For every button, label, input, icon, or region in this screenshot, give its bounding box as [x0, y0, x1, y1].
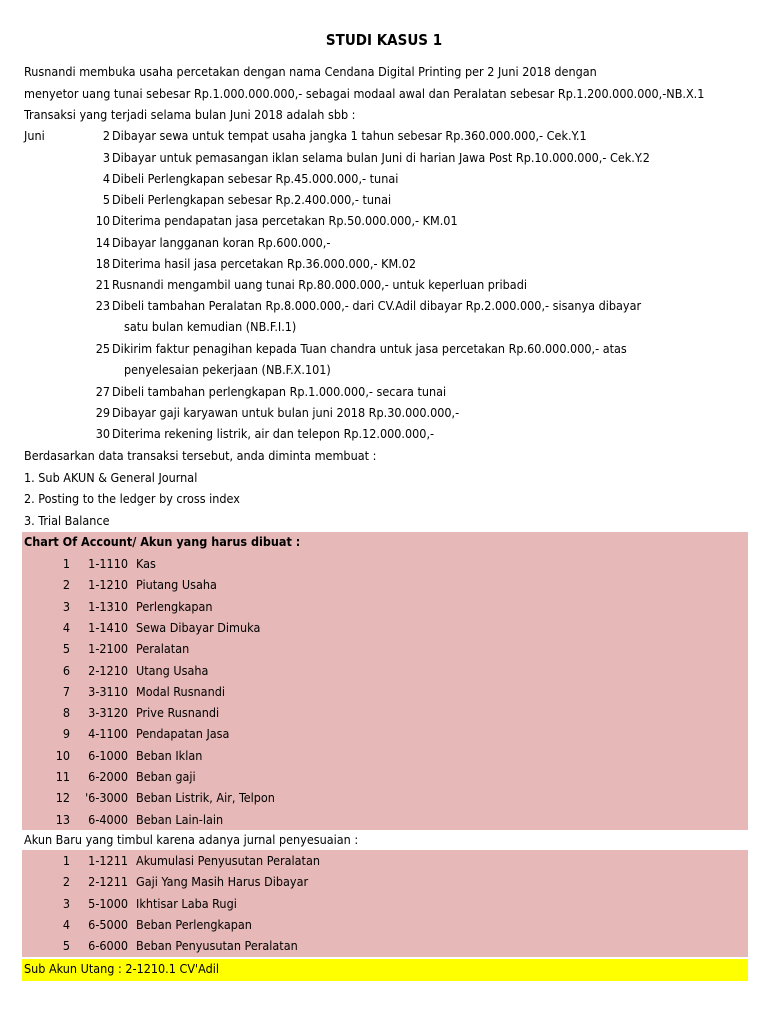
- transaction-text: Dibeli Perlengkapan sebesar Rp.2.400.000,- tunai: [112, 192, 392, 207]
- chart-of-account-block: [22, 532, 748, 830]
- month-label: Juni: [24, 128, 45, 143]
- account-row: [22, 748, 748, 769]
- account-number: 13: [55, 811, 70, 827]
- account-name: Akumulasi Penyusutan Peralatan: [136, 853, 320, 868]
- account-number: 5: [62, 938, 70, 954]
- transaction-text: Diterima rekening listrik, air dan telepon Rp.12.000.000,-: [112, 426, 435, 441]
- account-code: 1-1110: [88, 556, 128, 571]
- account-row: [22, 641, 748, 662]
- account-name: Peralatan: [136, 641, 190, 657]
- sub-account-note: Sub Akun Utang : 2-1210.1 CV'Adil: [24, 961, 219, 976]
- account-code: 5-1000: [88, 895, 128, 911]
- transaction-text: Dibayar gaji karyawan untuk bulan juni 2018 Rp.30.000.000,-: [112, 405, 460, 420]
- intro-line-1: Rusnandi membuka usaha percetakan dengan nama Cendana Digital Printing per 2 Juni 2018 dengan: [24, 64, 597, 79]
- account-name: Gaji Yang Masih Harus Dibayar: [136, 874, 309, 890]
- account-code: 6-1000: [88, 747, 128, 763]
- account-row: [22, 874, 748, 895]
- coa-heading: Chart Of Account/ Akun yang harus dibuat :: [24, 534, 301, 549]
- transaction-text: Dibayar langganan koran Rp.600.000,-: [112, 235, 331, 250]
- account-name: Perlengkapan: [136, 598, 213, 614]
- transaction-day: 29: [95, 405, 110, 420]
- account-code: 1-1210: [88, 577, 128, 593]
- account-code: 6-4000: [88, 811, 128, 827]
- transaction-day: 27: [95, 384, 110, 399]
- transaction-text: Dibayar sewa untuk tempat usaha jangka 1 tahun sebesar Rp.360.000.000,- Cek.Y.1: [112, 128, 587, 143]
- account-row: [22, 684, 748, 705]
- instruction-2: 2. Posting to the ledger by cross index: [24, 491, 240, 506]
- account-number: 12: [55, 790, 70, 806]
- account-code: 6-5000: [88, 916, 128, 932]
- transaction-day: 21: [95, 277, 110, 292]
- intro-line-2: menyetor uang tunai sebesar Rp.1.000.000.000,- sebagai modaal awal dan Peralatan sebesar Rp.1.200.000.000,-NB.X.1: [24, 86, 705, 101]
- transaction-text: Rusnandi mengambil uang tunai Rp.80.000.000,- untuk keperluan pribadi: [112, 277, 527, 292]
- account-name: Pendapatan Jasa: [136, 726, 230, 742]
- transaction-day: 3: [102, 150, 110, 165]
- account-number: 7: [62, 683, 70, 699]
- account-number: 4: [62, 619, 70, 635]
- instruction-3: 3. Trial Balance: [24, 513, 110, 528]
- account-row: [22, 917, 748, 938]
- account-number: 9: [62, 726, 70, 742]
- account-code: 1-1310: [88, 598, 128, 614]
- transaction-day: 18: [95, 256, 110, 271]
- account-name: Utang Usaha: [136, 662, 209, 678]
- transaction-continuation: penyelesaian pekerjaan (NB.F.X.101): [124, 362, 331, 377]
- account-code: 1-1410: [88, 619, 128, 635]
- transaction-day: 10: [95, 213, 110, 228]
- account-code: 2-1210: [88, 662, 128, 678]
- transaction-text: Dibeli tambahan Peralatan Rp.8.000.000,- dari CV.Adil dibayar Rp.2.000.000,- sisanya dibayar: [112, 298, 642, 313]
- account-name: Sewa Dibayar Dimuka: [136, 619, 261, 635]
- transaction-day: 30: [95, 426, 110, 441]
- account-number: 11: [55, 769, 70, 784]
- account-name: Beban Perlengkapan: [136, 916, 252, 932]
- account-code: 2-1211: [88, 874, 128, 890]
- transaction-text: Dibeli Perlengkapan sebesar Rp.45.000.000,- tunai: [112, 171, 399, 186]
- transaction-day: 2: [102, 128, 110, 143]
- account-name: Kas: [136, 556, 156, 571]
- transaction-day: 5: [102, 192, 110, 207]
- account-row: [22, 896, 748, 917]
- account-number: 3: [62, 895, 70, 911]
- account-name: Piutang Usaha: [136, 577, 217, 593]
- account-row: [22, 705, 748, 726]
- account-name: Beban gaji: [136, 769, 196, 784]
- transaction-continuation: satu bulan kemudian (NB.F.I.1): [124, 319, 297, 334]
- transaction-text: Dikirim faktur penagihan kepada Tuan chandra untuk jasa percetakan Rp.60.000.000,- atas: [112, 341, 627, 356]
- transaction-day: 25: [95, 341, 110, 356]
- account-number: 10: [55, 747, 70, 763]
- account-row: [22, 556, 748, 577]
- account-number: 8: [62, 705, 70, 721]
- account-code: 1-2100: [88, 641, 128, 657]
- account-name: Modal Rusnandi: [136, 683, 225, 699]
- account-row: [22, 769, 748, 790]
- transaction-text: Dibeli tambahan perlengkapan Rp.1.000.000,- secara tunai: [112, 384, 447, 399]
- account-name: Beban Listrik, Air, Telpon: [136, 790, 275, 806]
- account-row: [22, 577, 748, 598]
- account-number: 3: [62, 598, 70, 614]
- account-name: Beban Lain-lain: [136, 811, 224, 827]
- instruction-1: 1. Sub AKUN & General Journal: [24, 470, 198, 485]
- transaction-text: Diterima hasil jasa percetakan Rp.36.000.000,- KM.02: [112, 256, 417, 271]
- account-name: Beban Iklan: [136, 747, 203, 763]
- account-number: 1: [62, 853, 70, 868]
- account-row: [22, 853, 748, 874]
- account-code: 3-3120: [88, 705, 128, 721]
- account-code: 4-1100: [88, 726, 128, 742]
- instruction-intro: Berdasarkan data transaksi tersebut, anda diminta membuat :: [24, 448, 377, 463]
- account-code: 1-1211: [88, 853, 128, 868]
- new-accounts-heading: Akun Baru yang timbul karena adanya jurnal penyesuaian :: [24, 832, 359, 847]
- new-accounts-block: [22, 850, 748, 957]
- account-number: 2: [62, 874, 70, 890]
- account-row: [22, 599, 748, 620]
- account-row: [22, 790, 748, 811]
- account-number: 6: [62, 662, 70, 678]
- account-name: Prive Rusnandi: [136, 705, 220, 721]
- account-name: Beban Penyusutan Peralatan: [136, 938, 298, 954]
- transaction-day: 4: [102, 171, 110, 186]
- transaction-text: Dibayar untuk pemasangan iklan selama bulan Juni di harian Jawa Post Rp.10.000.000,- Cek.Y.2: [112, 150, 650, 165]
- account-row: [22, 726, 748, 747]
- account-row: [22, 938, 748, 959]
- page-title: STUDI KASUS 1: [325, 31, 443, 49]
- account-code: 6-6000: [88, 938, 128, 954]
- transaction-day: 23: [95, 298, 110, 313]
- account-number: 4: [62, 916, 70, 932]
- account-number: 1: [62, 556, 70, 571]
- account-number: 5: [62, 641, 70, 657]
- account-name: Ikhtisar Laba Rugi: [136, 895, 237, 911]
- account-row: [22, 620, 748, 641]
- account-row: [22, 663, 748, 684]
- account-number: 2: [62, 577, 70, 593]
- sub-account-block: [22, 959, 748, 981]
- account-row: [22, 812, 748, 833]
- intro-line-3: Transaksi yang terjadi selama bulan Juni 2018 adalah sbb :: [24, 107, 356, 122]
- account-code: '6-3000: [85, 790, 128, 806]
- account-code: 6-2000: [88, 769, 128, 784]
- account-code: 3-3110: [88, 683, 128, 699]
- transaction-day: 14: [95, 235, 110, 250]
- transaction-text: Diterima pendapatan jasa percetakan Rp.50.000.000,- KM.01: [112, 213, 458, 228]
